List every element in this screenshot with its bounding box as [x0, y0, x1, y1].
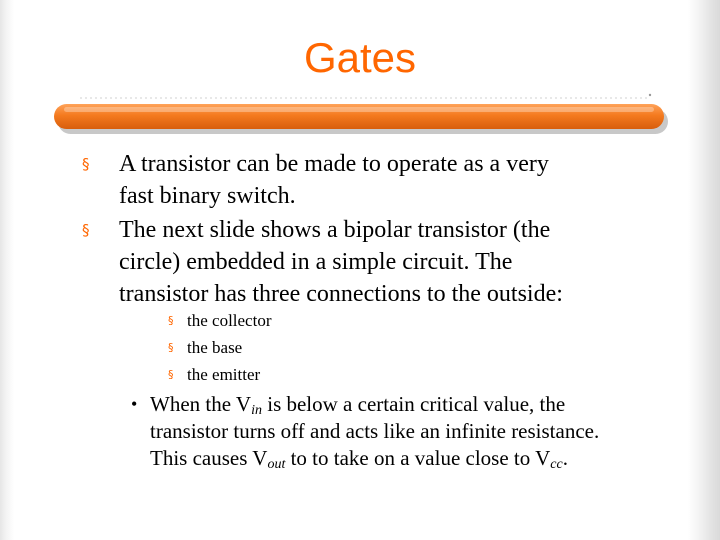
- bullet-line: fast binary switch.: [119, 183, 296, 209]
- slide-title: Gates: [303, 34, 417, 81]
- bullet-line: A transistor can be made to operate as a very: [119, 151, 549, 177]
- bullet-text: [119, 148, 659, 212]
- title-divider: [0, 84, 720, 144]
- dot-bullet-line: This causes $V_{out}$ to to take on a value close to $V_{cc}$.: [150, 446, 568, 472]
- dot-bullet-marker: •: [131, 394, 138, 414]
- sub-bullet-text: the emitter: [187, 365, 261, 384]
- dot-bullet-line: transistor turns off and acts like an infinite resistance.: [150, 419, 600, 443]
- bullet-marker: §: [82, 155, 90, 173]
- sub-bullet-marker: §: [168, 368, 174, 381]
- bullet-marker: §: [82, 221, 90, 239]
- bullet-line: The next slide shows a bipolar transistor (the: [119, 217, 551, 243]
- bullet-text: [119, 214, 659, 310]
- sub-bullet-marker: §: [168, 341, 174, 354]
- dot-bullet-line: When the $V_{in}$ is below a certain critical value, the: [150, 392, 566, 418]
- sub-bullet-text: the collector: [187, 311, 272, 330]
- bullet-line: transistor has three connections to the outside:: [119, 281, 563, 307]
- bullet-line: circle) embedded in a simple circuit. The: [119, 249, 513, 275]
- dot-bullet-text: [150, 391, 680, 472]
- sub-bullet-text: the base: [187, 338, 243, 357]
- sub-bullet-marker: §: [168, 314, 174, 327]
